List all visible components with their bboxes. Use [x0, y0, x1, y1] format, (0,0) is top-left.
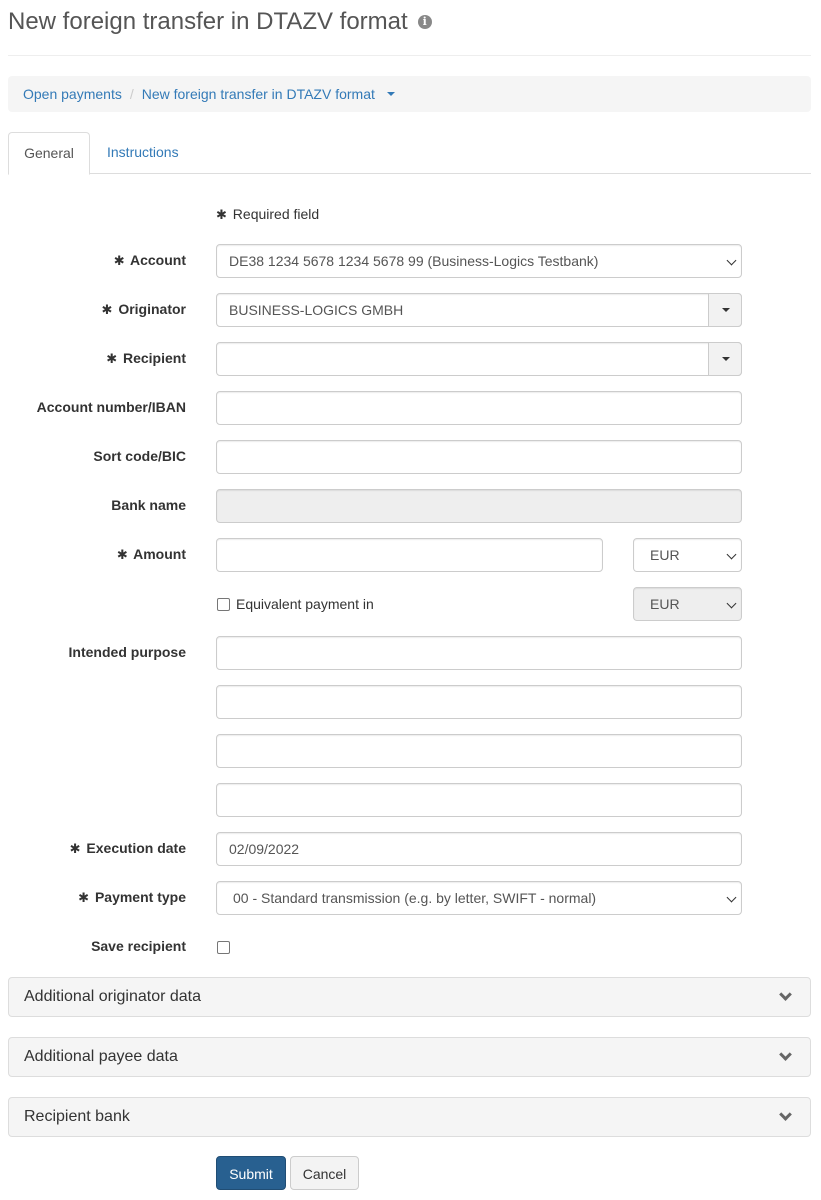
equivalent-payment-checkbox[interactable] — [217, 598, 230, 611]
amount-input[interactable] — [216, 538, 603, 572]
tab-instructions[interactable]: Instructions — [107, 144, 179, 160]
recipient-dropdown-button[interactable] — [708, 342, 742, 376]
account-label-text: Account — [130, 252, 186, 268]
required-star-icon: ✱ — [69, 841, 81, 856]
recipient-combobox[interactable] — [216, 342, 742, 376]
breadcrumb-current-dropdown[interactable] — [142, 86, 395, 102]
payment-type-select[interactable] — [216, 881, 742, 915]
bic-input[interactable] — [216, 440, 742, 474]
purpose-line-2-input[interactable] — [216, 685, 742, 719]
amount-label-text: Amount — [133, 546, 186, 562]
caret-down-icon — [722, 308, 730, 312]
currency-select[interactable] — [633, 538, 742, 572]
required-star-icon: ✱ — [116, 547, 128, 562]
iban-input[interactable] — [216, 391, 742, 425]
required-note — [216, 206, 319, 223]
recipient-label — [106, 350, 186, 367]
caret-down-icon — [722, 357, 730, 361]
required-star-icon: ✱ — [78, 890, 90, 905]
iban-label: Account number/IBAN — [36, 399, 186, 415]
payment-type-label-text: Payment type — [94, 889, 186, 905]
required-star-icon: ✱ — [216, 207, 227, 222]
panel-additional-payee-data[interactable] — [8, 1037, 811, 1077]
cancel-button[interactable]: Cancel — [290, 1156, 359, 1190]
submit-button[interactable]: Submit — [216, 1156, 286, 1190]
chevron-down-icon — [779, 988, 792, 1001]
currency-value: EUR — [650, 547, 680, 563]
panel-recipient-bank[interactable] — [8, 1097, 811, 1137]
account-select[interactable] — [216, 244, 742, 278]
chevron-down-icon — [727, 893, 737, 903]
breadcrumb-separator: / — [129, 86, 134, 102]
breadcrumb-current-label: New foreign transfer in DTAZV format — [141, 86, 375, 102]
caret-down-icon — [387, 92, 395, 96]
required-star-icon: ✱ — [101, 302, 113, 317]
purpose-line-1-input[interactable] — [216, 636, 742, 670]
chevron-down-icon — [727, 550, 737, 560]
info-circle-icon[interactable]: i — [418, 15, 432, 29]
originator-dropdown-button[interactable] — [708, 293, 742, 327]
originator-combobox[interactable] — [216, 293, 742, 327]
bank-name-input — [216, 489, 742, 523]
originator-value: BUSINESS-LOGICS GMBH — [229, 302, 404, 318]
payment-type-value: 00 - Standard transmission (e.g. by letter, SWIFT - normal) — [233, 890, 597, 906]
bank-name-label: Bank name — [111, 497, 186, 513]
panel-title: Additional originator data — [24, 988, 202, 1005]
panel-title: Recipient bank — [24, 1108, 130, 1125]
panel-title: Additional payee data — [24, 1048, 178, 1065]
breadcrumb-open-payments[interactable]: Open payments — [23, 86, 122, 102]
required-note-text: Required field — [232, 206, 320, 222]
purpose-line-4-input[interactable] — [216, 783, 742, 817]
equivalent-currency-value: EUR — [650, 596, 680, 612]
purpose-line-3-input[interactable] — [216, 734, 742, 768]
execution-date-label — [70, 840, 186, 857]
required-star-icon: ✱ — [106, 351, 118, 366]
intended-purpose-label: Intended purpose — [68, 644, 186, 660]
chevron-down-icon — [727, 599, 737, 609]
save-recipient-checkbox[interactable] — [217, 941, 230, 954]
page-header — [8, 6, 811, 56]
chevron-down-icon — [779, 1108, 792, 1121]
recipient-label-text: Recipient — [122, 350, 186, 366]
save-recipient-label: Save recipient — [91, 938, 186, 954]
chevron-down-icon — [727, 256, 737, 266]
chevron-down-icon — [779, 1048, 792, 1061]
panel-additional-originator-data[interactable] — [8, 977, 811, 1017]
originator-label-text: Originator — [118, 301, 186, 317]
tab-bar — [8, 132, 811, 174]
equivalent-currency-select — [633, 587, 742, 621]
equivalent-payment-label: Equivalent payment in — [236, 596, 374, 612]
originator-label — [102, 301, 186, 318]
account-select-value: DE38 1234 5678 1234 5678 99 (Business-Logics Testbank) — [229, 253, 599, 269]
page-title: New foreign transfer in DTAZV format — [8, 8, 408, 35]
account-label — [114, 252, 186, 269]
execution-date-label-text: Execution date — [86, 840, 186, 856]
breadcrumb — [8, 76, 811, 112]
payment-type-label — [78, 889, 186, 906]
amount-label — [117, 546, 186, 563]
execution-date-input[interactable] — [216, 832, 742, 866]
required-star-icon: ✱ — [113, 253, 125, 268]
bic-label: Sort code/BIC — [93, 448, 186, 464]
tab-general[interactable]: General — [8, 132, 90, 175]
